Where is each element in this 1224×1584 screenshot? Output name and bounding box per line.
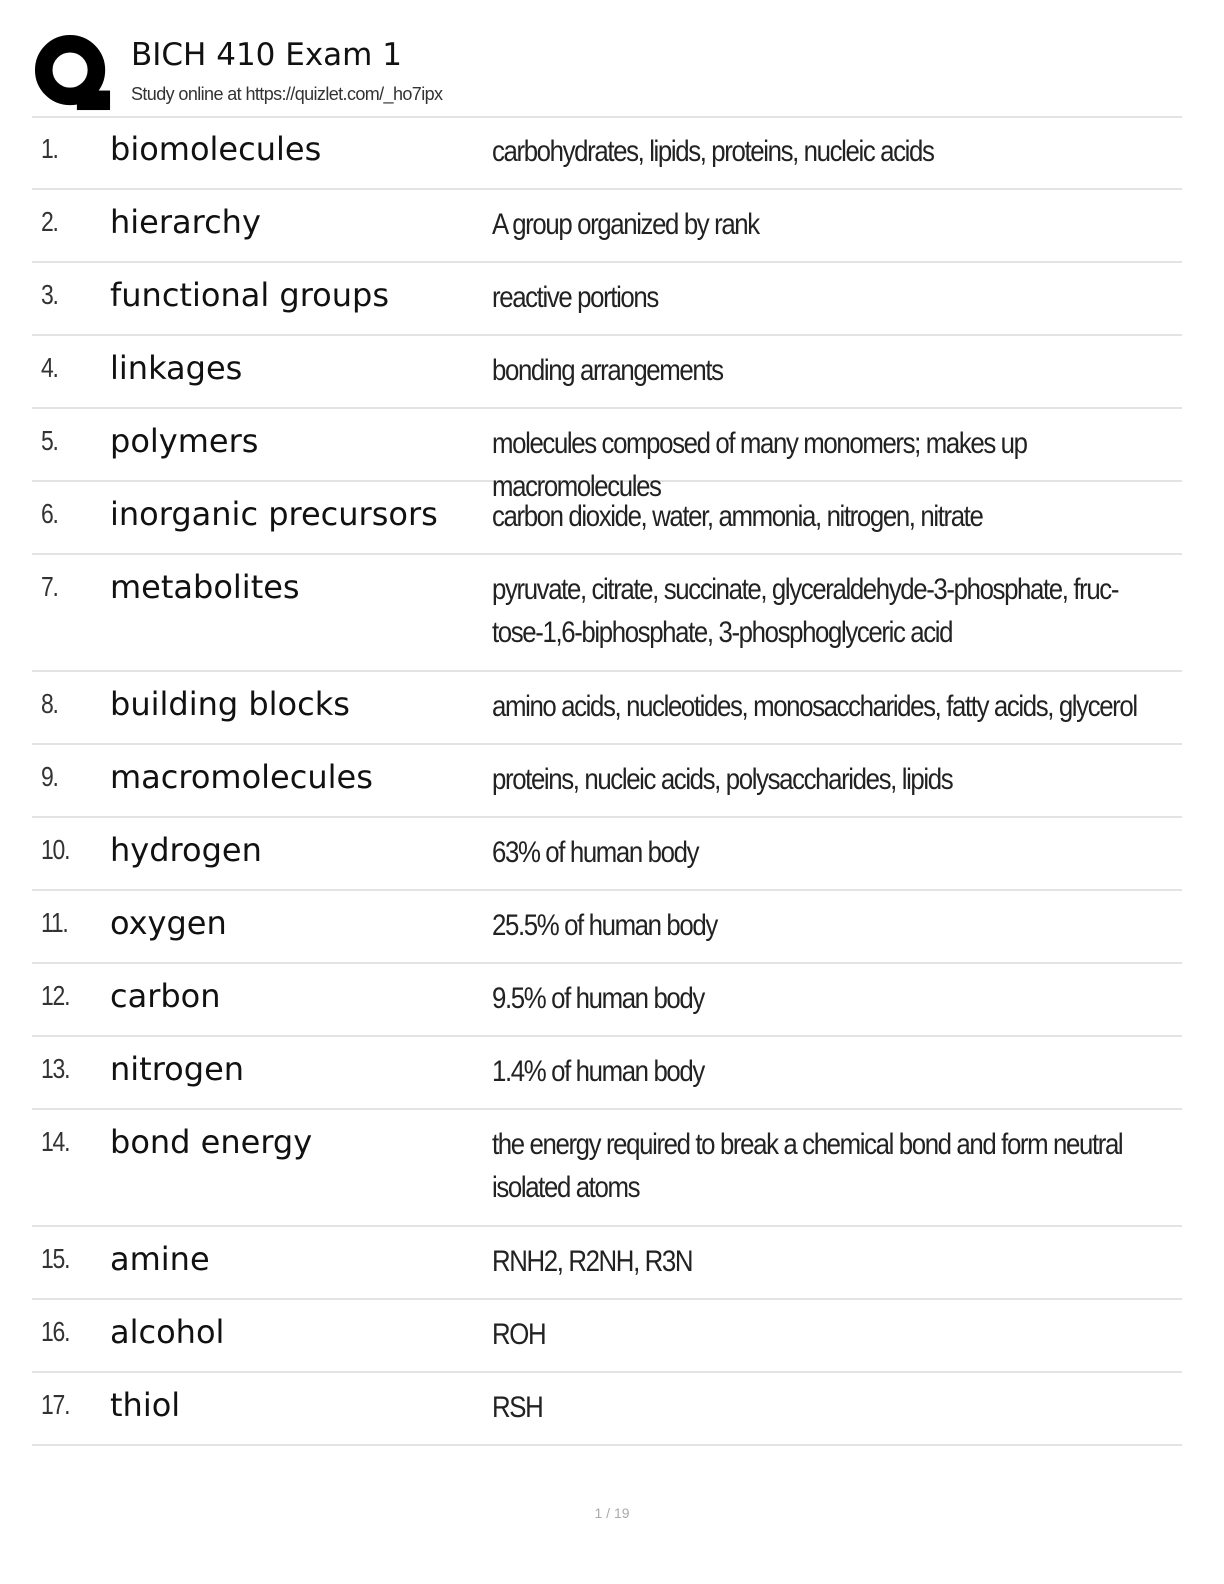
list-item: [32, 336, 1182, 409]
list-item: [32, 1300, 1182, 1373]
item-definition: 25.5% of human body: [492, 909, 717, 942]
item-number: 1.: [41, 133, 58, 164]
item-number: 6.: [41, 498, 58, 529]
item-definition: bonding arrangements: [492, 354, 723, 387]
item-definition: the energy required to break a chemical bond and form neutral isolated atoms: [492, 1128, 1123, 1204]
item-number: 17.: [41, 1389, 70, 1420]
item-number: 9.: [41, 761, 58, 792]
item-number: 10.: [41, 834, 70, 865]
item-term: carbon: [110, 977, 221, 1015]
item-term: inorganic precursors: [110, 495, 438, 533]
item-term: macromolecules: [110, 758, 373, 796]
item-definition: RSH: [492, 1391, 543, 1424]
item-definition: proteins, nucleic acids, polysaccharides, lipids: [492, 763, 953, 796]
item-definition: pyruvate, citrate, succinate, glyceraldehyde-3-phosphate, fruc- tose-1,6-biphosphate, 3-phosphoglyceric acid: [492, 573, 1119, 649]
item-number: 15.: [41, 1243, 70, 1274]
item-definition: molecules composed of many monomers; makes up macromolecules: [492, 427, 1027, 503]
list-item: [32, 1037, 1182, 1110]
list-item: [32, 1110, 1182, 1227]
page-number: 1 / 19: [594, 1505, 630, 1521]
item-term: amine: [110, 1240, 210, 1278]
list-item: [32, 1227, 1182, 1300]
item-term: linkages: [110, 349, 243, 387]
item-definition: 63% of human body: [492, 836, 699, 869]
page-title: BICH 410 Exam 1: [131, 37, 402, 73]
flashcard-list: [32, 117, 1182, 1446]
item-number: 4.: [41, 352, 58, 383]
item-term: polymers: [110, 422, 259, 460]
list-item: [32, 409, 1182, 503]
item-term: biomolecules: [110, 130, 322, 168]
item-term: oxygen: [110, 904, 227, 942]
list-item: [32, 964, 1182, 1037]
list-item: [32, 117, 1182, 190]
item-term: nitrogen: [110, 1050, 245, 1088]
item-term: metabolites: [110, 568, 300, 606]
item-number: 2.: [41, 206, 58, 237]
item-term: thiol: [110, 1386, 181, 1424]
list-item: [32, 190, 1182, 263]
item-number: 14.: [41, 1126, 70, 1157]
list-item: [32, 672, 1182, 745]
item-term: alcohol: [110, 1313, 225, 1351]
item-term: bond energy: [110, 1123, 313, 1161]
quizlet-logo-icon: [34, 34, 112, 112]
item-term: hydrogen: [110, 831, 262, 869]
item-number: 3.: [41, 279, 58, 310]
item-term: hierarchy: [110, 203, 261, 241]
item-number: 11.: [41, 907, 68, 938]
item-number: 12.: [41, 980, 70, 1011]
item-definition: amino acids, nucleotides, monosaccharides, fatty acids, glycerol: [492, 690, 1137, 723]
item-number: 8.: [41, 688, 58, 719]
item-term: functional groups: [110, 276, 389, 314]
item-definition: RNH2, R2NH, R3N: [492, 1245, 693, 1278]
item-definition: A group organized by rank: [492, 208, 759, 241]
item-term: building blocks: [110, 685, 350, 723]
item-number: 16.: [41, 1316, 70, 1347]
list-item: [32, 1373, 1182, 1446]
item-definition: reactive portions: [492, 281, 658, 314]
list-item: [32, 891, 1182, 964]
item-definition: 1.4% of human body: [492, 1055, 704, 1088]
item-definition: carbohydrates, lipids, proteins, nucleic acids: [492, 135, 934, 168]
list-item: [32, 482, 1182, 555]
study-link[interactable]: Study online at https://quizlet.com/_ho7ipx: [131, 84, 443, 104]
item-definition: 9.5% of human body: [492, 982, 704, 1015]
item-number: 5.: [41, 425, 58, 456]
item-number: 13.: [41, 1053, 70, 1084]
item-definition: carbon dioxide, water, ammonia, nitrogen, nitrate: [492, 500, 983, 533]
item-number: 7.: [41, 571, 58, 602]
list-item: [32, 263, 1182, 336]
list-item: [32, 555, 1182, 672]
item-definition: ROH: [492, 1318, 546, 1351]
list-item: [32, 818, 1182, 891]
list-item: [32, 745, 1182, 818]
